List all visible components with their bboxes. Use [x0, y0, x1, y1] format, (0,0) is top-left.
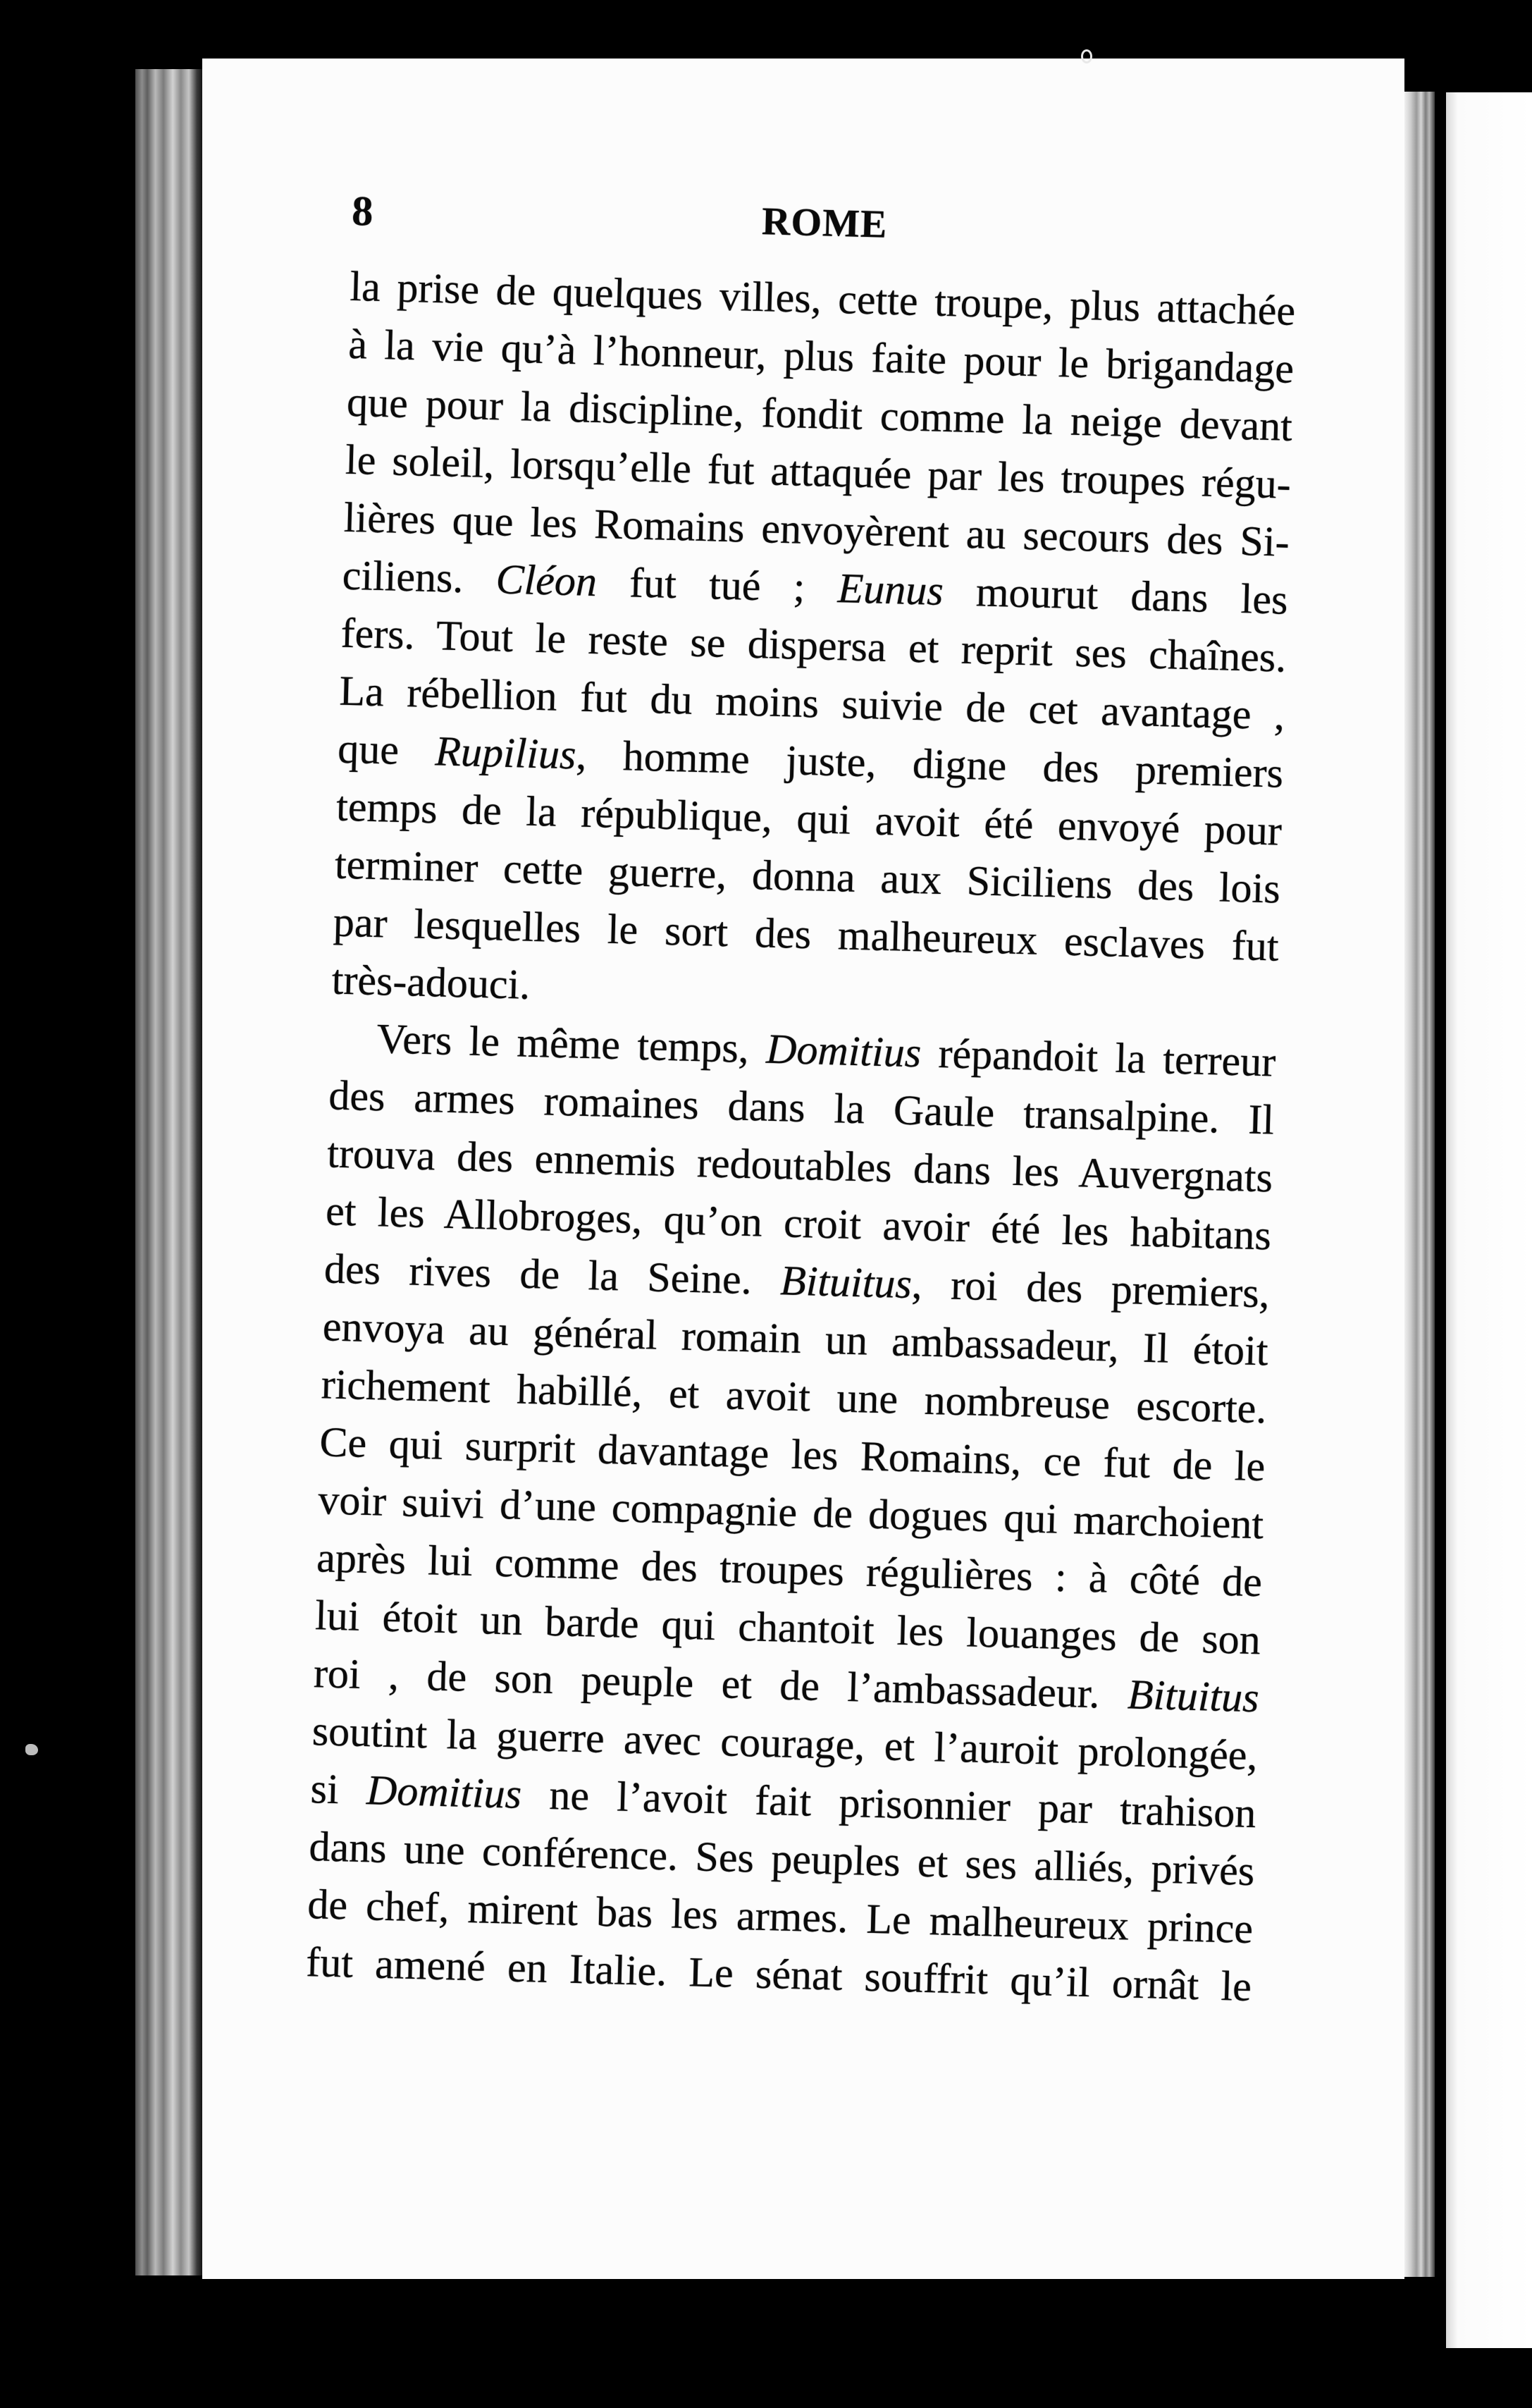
- text-segment: des rives de la Seine.: [323, 1245, 782, 1304]
- page-content: [305, 164, 1298, 2015]
- text-segment: et les Allobroges, qu’on croit avoir été les habitans: [325, 1187, 1272, 1259]
- text-segment: temps de la république, qui avoit été envoyé pour: [335, 782, 1283, 854]
- facing-page-strip: [1446, 92, 1532, 2348]
- text-segment: si: [309, 1765, 368, 1814]
- text-segment: ciliens.: [342, 551, 497, 603]
- text-segment: après lui comme des troupes régulières : à côté de: [316, 1534, 1263, 1606]
- text-segment: par lesquelles le sort des malheureux esclaves fut: [333, 898, 1280, 970]
- text-segment: envoya au général romain un ambassadeur, Il étoit: [322, 1303, 1269, 1375]
- text-segment: le soleil, lorsqu’elle fut attaquée par les troupes régu-: [345, 436, 1292, 508]
- text-segment: de chef, mirent bas les armes. Le malheureux prince: [307, 1881, 1254, 1953]
- italic-proper-name: Eunus: [836, 565, 944, 615]
- text-segment: fut tué ;: [596, 558, 839, 612]
- text-body: [305, 257, 1296, 2015]
- text-segment: très-adouci.: [331, 956, 531, 1008]
- page-number: 8: [351, 187, 374, 235]
- text-segment: voir suivi d’une compagnie de dogues qui marchoient: [317, 1476, 1264, 1548]
- italic-proper-name: Cléon: [495, 555, 598, 606]
- text-segment: trouva des ennemis redoutables dans les Auvergnats: [326, 1129, 1273, 1201]
- text-segment: Vers le même temps,: [376, 1015, 767, 1072]
- text-segment: Ce qui surprit davantage les Romains, ce fut de le: [319, 1418, 1266, 1490]
- text-segment: lui étoit un barde qui chantoit les louanges de son: [314, 1592, 1261, 1664]
- paragraph: [331, 257, 1296, 1033]
- text-segment: répandoit la terreur: [920, 1029, 1277, 1086]
- text-segment: des armes romaines dans la Gaule transalpine. Il: [328, 1071, 1275, 1143]
- text-segment: richement habillé, et avoit une nombreuse escorte.: [320, 1360, 1268, 1432]
- page-edge-shadow: [1404, 92, 1435, 2277]
- text-segment: fers. Tout le reste se dispersa et reprit ses chaînes.: [340, 609, 1287, 681]
- paragraph: [305, 1008, 1276, 2015]
- italic-proper-name: Domitius: [765, 1025, 922, 1076]
- text-segment: la prise de quelques villes, cette troupe, plus attachée: [349, 262, 1297, 334]
- italic-proper-name: Rupilius: [434, 727, 577, 778]
- text-segment: à la vie qu’à l’honneur, plus faite pour le brigandage: [347, 320, 1295, 392]
- book-spine-edge: [135, 69, 202, 2275]
- text-segment: mourut dans les: [942, 567, 1289, 623]
- scan-speck: [25, 1744, 38, 1755]
- running-title: ROME: [761, 199, 889, 247]
- text-segment: dans une conférence. Ses peuples et ses alliés, privés: [308, 1823, 1256, 1895]
- italic-proper-name: Bituitus: [779, 1257, 913, 1308]
- text-segment: ne l’avoit fait prisonnier par trahison: [521, 1770, 1257, 1837]
- text-segment: La rébellion fut du moins suivie de cet avantage ,: [338, 667, 1286, 739]
- text-segment: , homme juste, digne des premiers: [575, 731, 1284, 797]
- text-segment: lières que les Romains envoyèrent au secours des Si-: [343, 493, 1290, 565]
- text-segment: soutint la guerre avec courage, et l’auroit prolongée,: [311, 1707, 1259, 1779]
- text-segment: que pour la discipline, fondit comme la neige devant: [346, 378, 1293, 450]
- scan-speck: [1081, 49, 1092, 63]
- text-segment: roi , de son peuple et de l’ambassadeur.: [313, 1650, 1128, 1718]
- text-segment: que: [337, 725, 436, 775]
- text-segment: terminer cette guerre, donna aux Siciliens des lois: [334, 840, 1281, 912]
- text-segment: , roi des premiers,: [910, 1260, 1271, 1317]
- italic-proper-name: Domitius: [366, 1767, 523, 1817]
- text-segment: fut amené en Italie. Le sénat souffrit qu’il ornât le: [305, 1939, 1252, 2010]
- italic-proper-name: Bituitus: [1127, 1671, 1260, 1721]
